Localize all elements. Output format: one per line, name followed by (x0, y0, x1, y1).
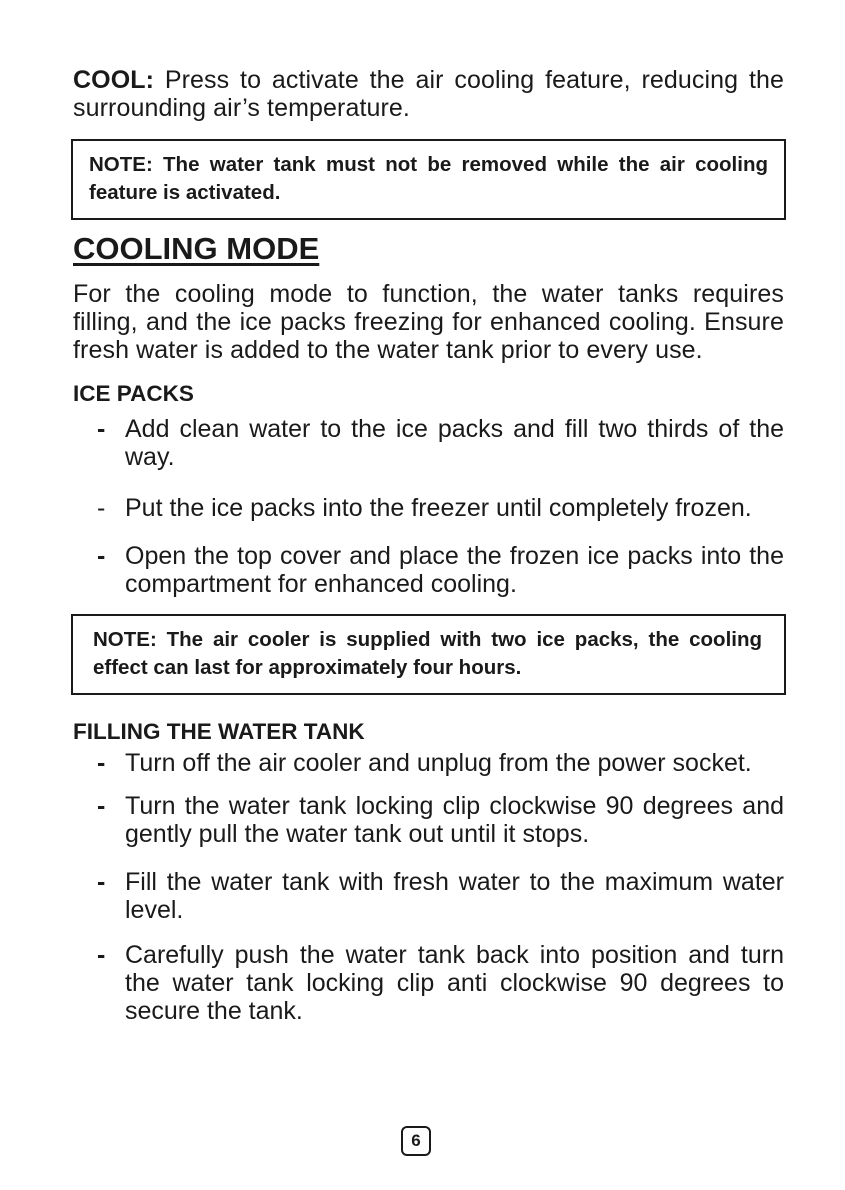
list-item-text: Turn the water tank locking clip clockwise 90 degrees and gently pull the water tank out until it stops. (125, 792, 784, 848)
manual-page (73, 66, 784, 1025)
note-ice-packs-text: NOTE: The air cooler is supplied with two ice packs, the cooling effect can last for approximately four hours. (93, 628, 762, 679)
bullet-dash: - (97, 792, 106, 820)
list-item-text: Put the ice packs into the freezer until completely frozen. (125, 494, 752, 522)
list-item (73, 415, 784, 471)
bullet-dash: - (97, 941, 106, 969)
note-ice-packs (71, 614, 786, 695)
cooling-mode-intro: For the cooling mode to function, the water tanks requires filling, and the ice packs freezing for enhanced cooling. Ensure fresh water is added to the water tank prior to every use. (73, 280, 784, 364)
list-item (73, 749, 784, 777)
note-water-tank (71, 139, 786, 220)
list-item-text: Open the top cover and place the frozen ice packs into the compartment for enhanced cooling. (125, 542, 784, 598)
list-item (73, 868, 784, 924)
list-item-text: Carefully push the water tank back into position and turn the water tank locking clip anti clockwise 90 degrees to secure the tank. (125, 941, 784, 1025)
list-item-text: Fill the water tank with fresh water to the maximum water level. (125, 868, 784, 924)
filling-list (73, 749, 784, 1025)
cool-text: Press to activate the air cooling feature, reducing the surrounding air’s temperature. (73, 66, 784, 122)
list-item (73, 494, 784, 522)
page-number: 6 (401, 1126, 431, 1156)
bullet-dash: - (97, 749, 106, 777)
list-item (73, 792, 784, 848)
bullet-dash: - (97, 415, 106, 443)
bullet-dash: - (97, 868, 106, 896)
bullet-dash: - (97, 494, 106, 522)
note-water-tank-text: NOTE: The water tank must not be removed while the air cooling feature is activated. (89, 153, 768, 204)
list-item-text: Add clean water to the ice packs and fill two thirds of the way. (125, 415, 784, 471)
ice-packs-heading: ICE PACKS (73, 381, 194, 406)
bullet-dash: - (97, 542, 106, 570)
list-item-text: Turn off the air cooler and unplug from the power socket. (125, 749, 752, 777)
filling-heading: FILLING THE WATER TANK (73, 719, 365, 744)
cooling-mode-heading: COOLING MODE (73, 231, 320, 266)
ice-packs-list (73, 415, 784, 598)
cool-label: COOL: (73, 66, 155, 94)
list-item (73, 542, 784, 598)
list-item (73, 941, 784, 1025)
cool-description (73, 66, 784, 122)
